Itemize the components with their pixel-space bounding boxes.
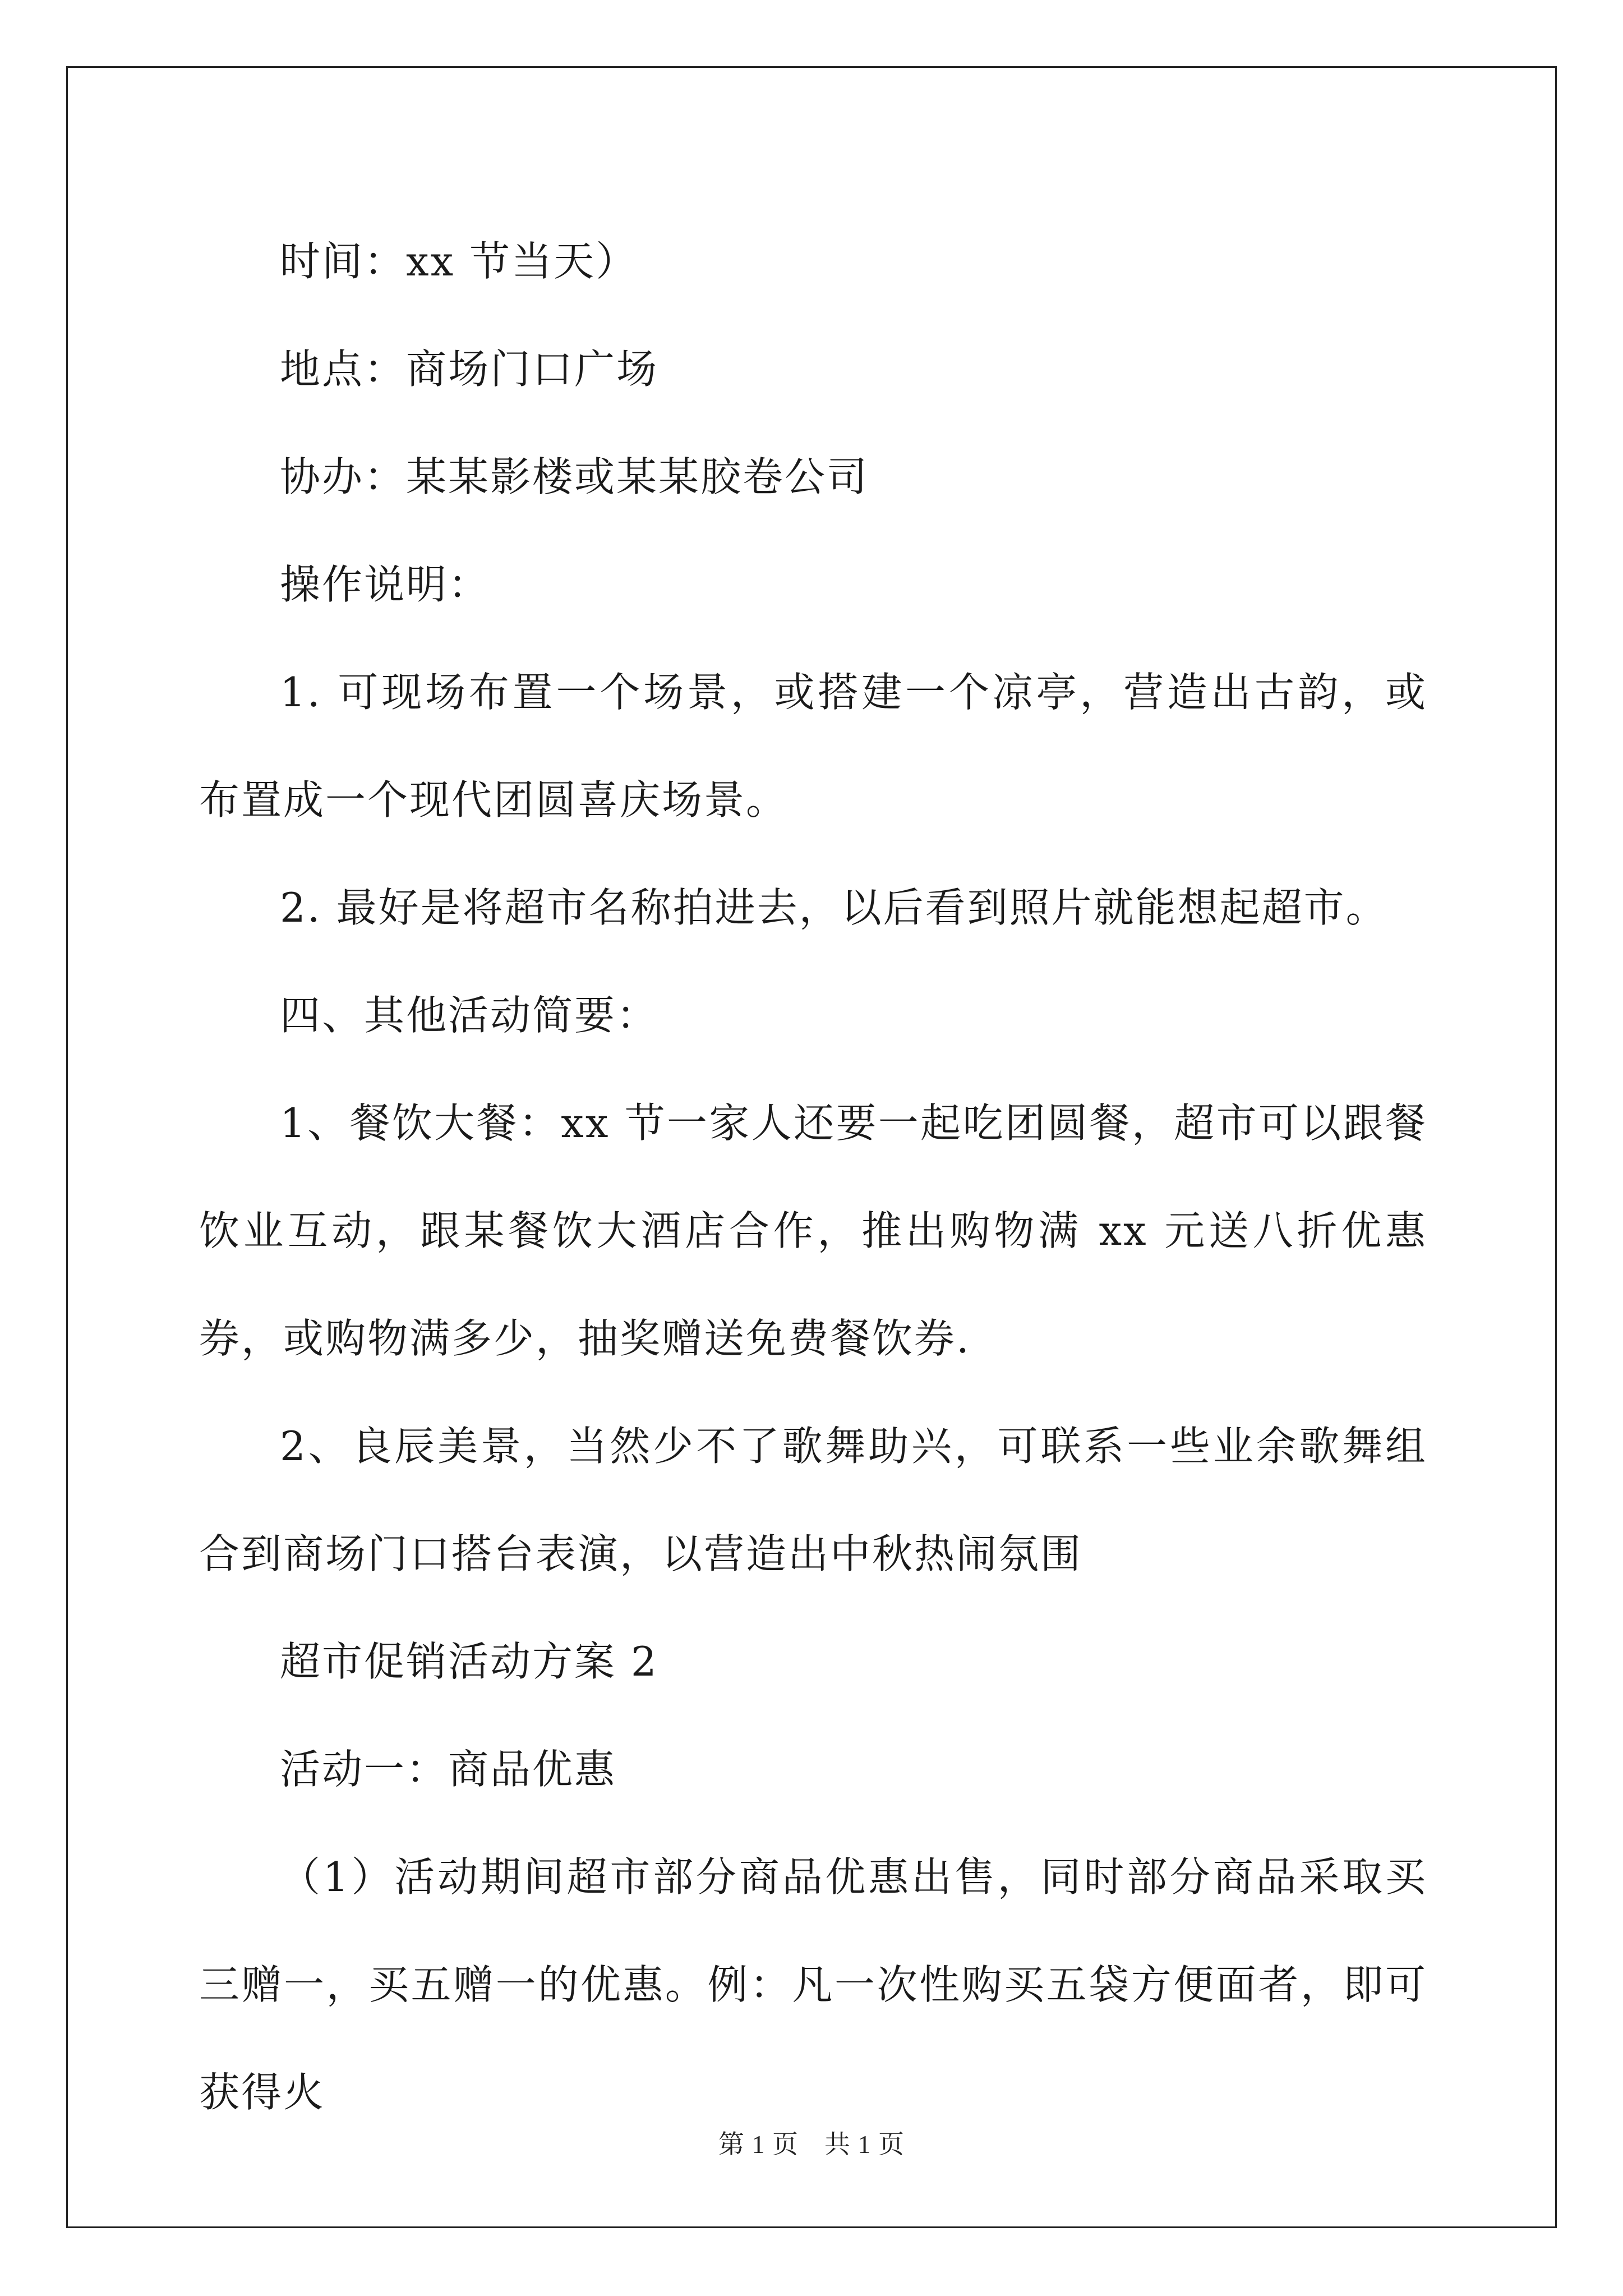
page-total: 共 1 页 <box>824 2130 905 2159</box>
paragraph-activity-dining: 1、餐饮大餐：xx 节一家人还要一起吃团圆餐，超市可以跟餐饮业互动，跟某餐饮大酒店合作，推出购物满 xx 元送八折优惠券，或购物满多少，抽奖赠送免费餐饮券. <box>199 1099 1427 1362</box>
paragraph-instruction-2: 2. 最好是将超市名称拍进去，以后看到照片就能想起超市。 <box>280 884 1388 931</box>
document-body <box>199 208 1427 2146</box>
paragraph-location: 地点：商场门口广场 <box>280 346 659 393</box>
paragraph-instruction-1: 1. 可现场布置一个场景，或搭建一个凉亭，营造出古韵，或布置成一个现代团圆喜庆场景。 <box>199 669 1427 823</box>
paragraph-activity-one-detail: （1）活动期间超市部分商品优惠出售，同时部分商品采取买三赠一，买五赠一的优惠。例：凡一次性购买五袋方便面者，即可获得火 <box>199 1853 1427 2116</box>
paragraph-instructions-heading: 操作说明： <box>280 561 491 608</box>
section-title-plan-2: 超市促销活动方案 2 <box>280 1638 658 1685</box>
paragraph-co-organizer: 协办：某某影楼或某某胶卷公司 <box>280 453 869 500</box>
section-heading-other-activities: 四、其他活动简要： <box>280 992 659 1039</box>
paragraph-activity-one-heading: 活动一：商品优惠 <box>280 1746 617 1793</box>
paragraph-activity-performance: 2、良辰美景，当然少不了歌舞助兴，可联系一些业余歌舞组合到商场门口搭台表演，以营造出中秋热闹氛围 <box>199 1423 1427 1577</box>
page-footer <box>0 2124 1623 2161</box>
page-number: 第 1 页 <box>718 2130 799 2159</box>
paragraph-time: 时间：xx 节当天） <box>280 238 638 285</box>
